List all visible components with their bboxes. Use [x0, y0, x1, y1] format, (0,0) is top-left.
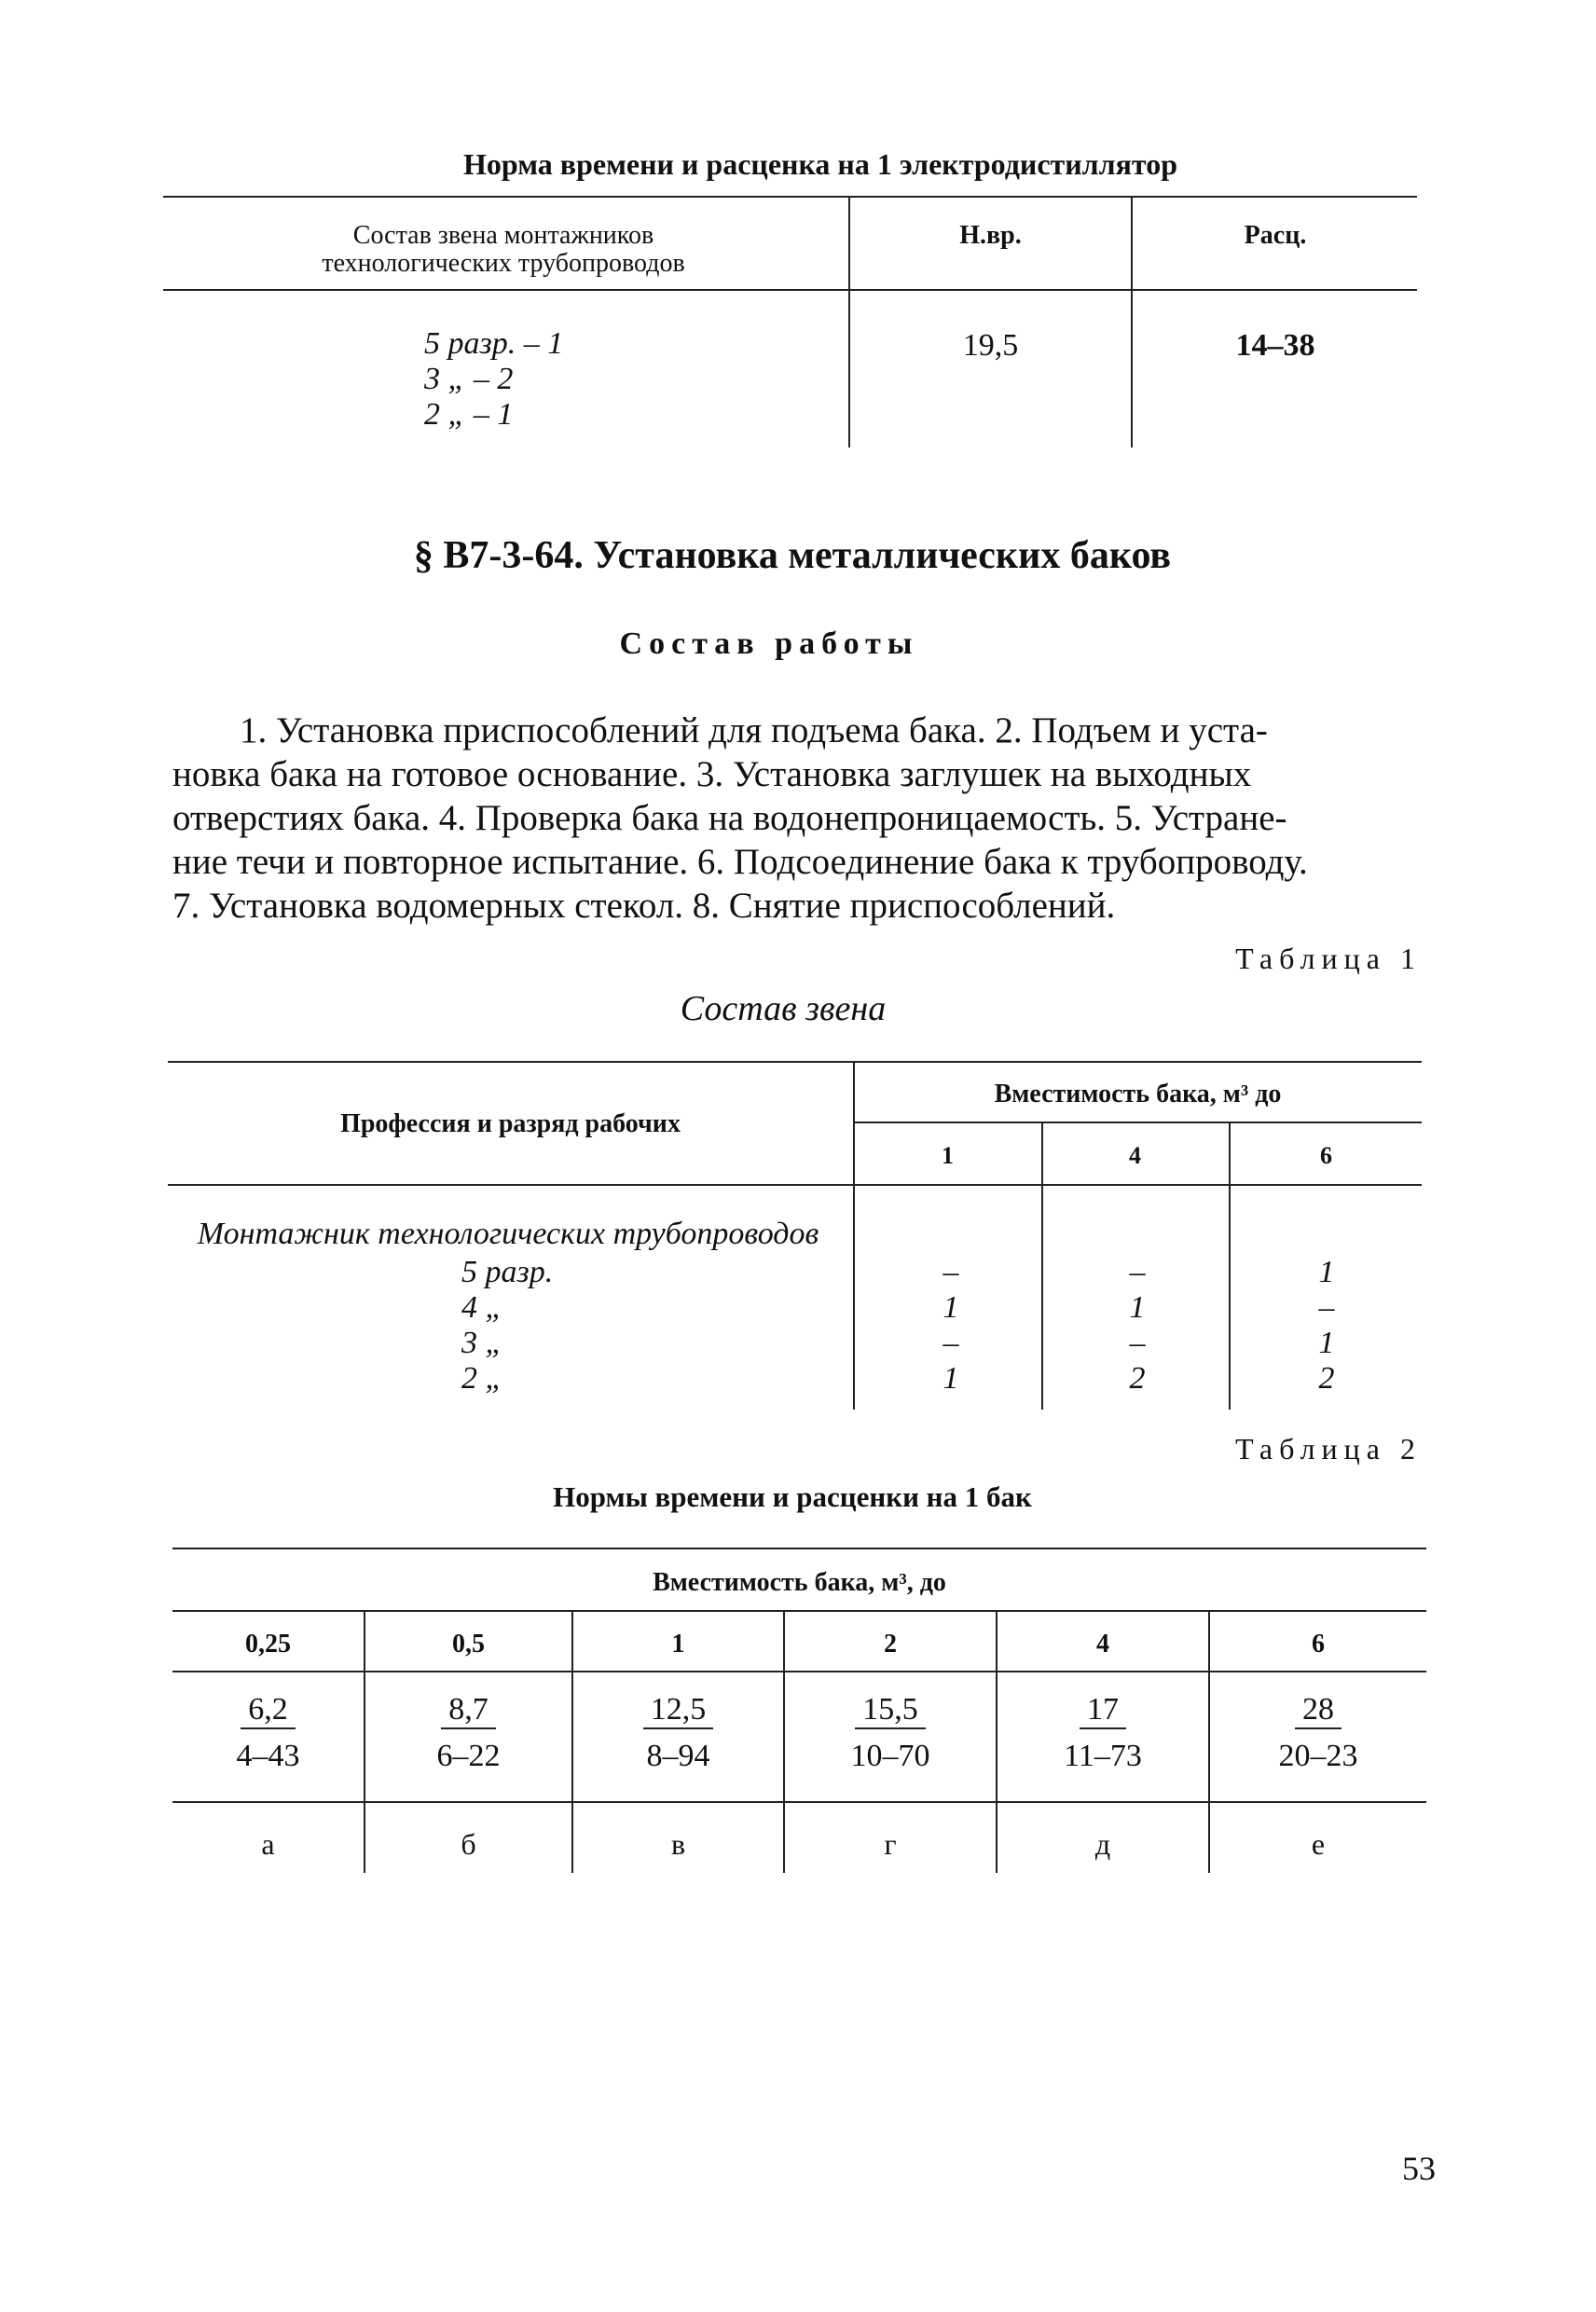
table2-rate: 20–23: [1278, 1739, 1358, 1773]
table1-capacity-rule: [855, 1122, 1422, 1123]
table0-header-norm: Н.вр.: [959, 221, 1022, 250]
table1-cell: –: [942, 1255, 959, 1289]
table-row: [168, 1326, 1422, 1361]
table2-capacity: 2: [884, 1630, 897, 1658]
table2-caption: Таблица 2: [1235, 1432, 1422, 1466]
table2-norm-value: 8,7: [441, 1692, 496, 1729]
table2-rate: 4–43: [236, 1739, 300, 1773]
table1-cell: 1: [1318, 1255, 1335, 1289]
table1-caption: Таблица 1: [1235, 942, 1422, 975]
table2-letter: а: [261, 1827, 275, 1861]
table1-cell: –: [942, 1326, 959, 1360]
table1-cell: –: [1318, 1290, 1335, 1325]
table1-cell: –: [1129, 1326, 1146, 1360]
table1-col-6: 6: [1320, 1142, 1332, 1169]
table1-col-1: 1: [942, 1142, 954, 1169]
table2-norm: [1210, 1692, 1426, 1729]
table2-letter: д: [1094, 1827, 1111, 1861]
table2-rate: 6–22: [436, 1739, 501, 1773]
table2-norm: [573, 1692, 783, 1729]
table2-header-rule: [172, 1610, 1426, 1612]
table2-capacity: 1: [671, 1630, 685, 1658]
table2-norm: [785, 1692, 996, 1729]
table0-col-divider-2: [1131, 198, 1133, 447]
table2-top-rule: [172, 1548, 1426, 1549]
table0-rate-value: 14–38: [1235, 328, 1315, 363]
table2-norm-value: 17: [1080, 1692, 1126, 1729]
table-row: [168, 1255, 1422, 1290]
table1-cell: 1: [942, 1290, 959, 1325]
table2-letter: в: [670, 1827, 686, 1861]
table0-crew-list: [424, 326, 704, 433]
table2-norm: [998, 1692, 1208, 1729]
table2-title: Нормы времени и расценки на 1 бак: [553, 1480, 1032, 1513]
table0-header-crew-line2: технологических трубопроводов: [322, 249, 685, 278]
table2-norm-value: 12,5: [643, 1692, 714, 1729]
table1-header-profession: Профессия и разряд рабочих: [340, 1109, 681, 1138]
table0-header-rule: [163, 289, 1417, 291]
table2-values-rule: [172, 1801, 1426, 1803]
table1-col-4: 4: [1129, 1142, 1141, 1169]
table1-profession: Монтажник технологических трубопроводов: [197, 1217, 819, 1251]
table1-header-capacity: Вместимость бака, м³ до: [994, 1080, 1282, 1108]
table-row: [168, 1361, 1422, 1397]
work-description-line: ние течи и повторное испытание. 6. Подсоединение бака к трубопроводу.: [172, 842, 1308, 882]
table0-col-divider-1: [848, 198, 850, 447]
table2-norm-value: 15,5: [855, 1692, 926, 1729]
table2-letter: е: [1311, 1827, 1326, 1861]
table1-rows: [168, 1255, 1422, 1397]
table2-letter: б: [461, 1827, 476, 1861]
work-description-line: 1. Установка приспособлений для подъема бака. 2. Подъем и уста-: [240, 710, 1268, 750]
table0-header-rate: Расц.: [1244, 221, 1307, 250]
table2-norm-value: 6,2: [241, 1692, 296, 1729]
table2-capacity-rule: [172, 1671, 1426, 1672]
table1-cell: –: [1129, 1255, 1146, 1289]
table1-top-rule: [168, 1061, 1422, 1063]
table1-cell: 2: [1318, 1361, 1335, 1396]
work-description: [172, 709, 1422, 928]
table1-cell: 1: [1318, 1326, 1335, 1360]
work-description-line: 7. Установка водомерных стекол. 8. Снятие приспособлений.: [172, 886, 1116, 926]
table1-grade: 4 „: [461, 1290, 503, 1325]
table2-capacity: 6: [1312, 1630, 1325, 1658]
table1-header-rule: [168, 1184, 1422, 1186]
table1-title: Состав звена: [680, 989, 887, 1028]
work-description-line: новка бака на готовое основание. 3. Установка заглушек на выходных: [172, 754, 1252, 794]
table2-rate: 10–70: [850, 1739, 930, 1773]
work-description-line: отверстиях бака. 4. Проверка бака на водонепроницаемость. 5. Устране-: [172, 798, 1287, 838]
table2-letter: г: [884, 1827, 897, 1861]
table1-cell: 1: [1129, 1290, 1146, 1325]
section-title: § В7-3-64. Установка металлических баков: [413, 534, 1172, 577]
page-number: 53: [1402, 2150, 1436, 2187]
table-row: [168, 1290, 1422, 1326]
table1-grade: 5 разр.: [461, 1255, 554, 1289]
table1-cell: 1: [942, 1361, 959, 1396]
section-subtitle: Состав работы: [619, 626, 919, 661]
table1-grade: 3 „: [461, 1326, 503, 1360]
table0-crew-row: 2 „ – 1: [424, 397, 514, 432]
table0-norm-value: 19,5: [962, 328, 1019, 363]
table2-norm: [365, 1692, 571, 1729]
table0-header-crew: [168, 222, 839, 278]
table2-header: Вместимость бака, м³, до: [653, 1568, 946, 1597]
table2-capacity: 0,25: [245, 1630, 291, 1658]
table1-grade: 2 „: [461, 1361, 503, 1396]
table0-crew-row: 3 „ – 2: [424, 362, 514, 396]
table2-norm-value: 28: [1295, 1692, 1341, 1729]
table0-crew-row: 5 разр. – 1: [424, 326, 564, 361]
table2-capacity: 4: [1096, 1630, 1109, 1658]
table2-rate: 8–94: [646, 1739, 710, 1773]
table0-title: Норма времени и расценка на 1 электродистиллятор: [463, 147, 1177, 181]
table2-norm: [172, 1692, 364, 1729]
table0-header-crew-line1: Состав звена монтажников: [352, 221, 654, 250]
table0-top-rule: [163, 196, 1417, 198]
table2-rate: 11–73: [1064, 1739, 1142, 1773]
table1-cell: 2: [1129, 1361, 1146, 1396]
table2-capacity: 0,5: [452, 1630, 485, 1658]
